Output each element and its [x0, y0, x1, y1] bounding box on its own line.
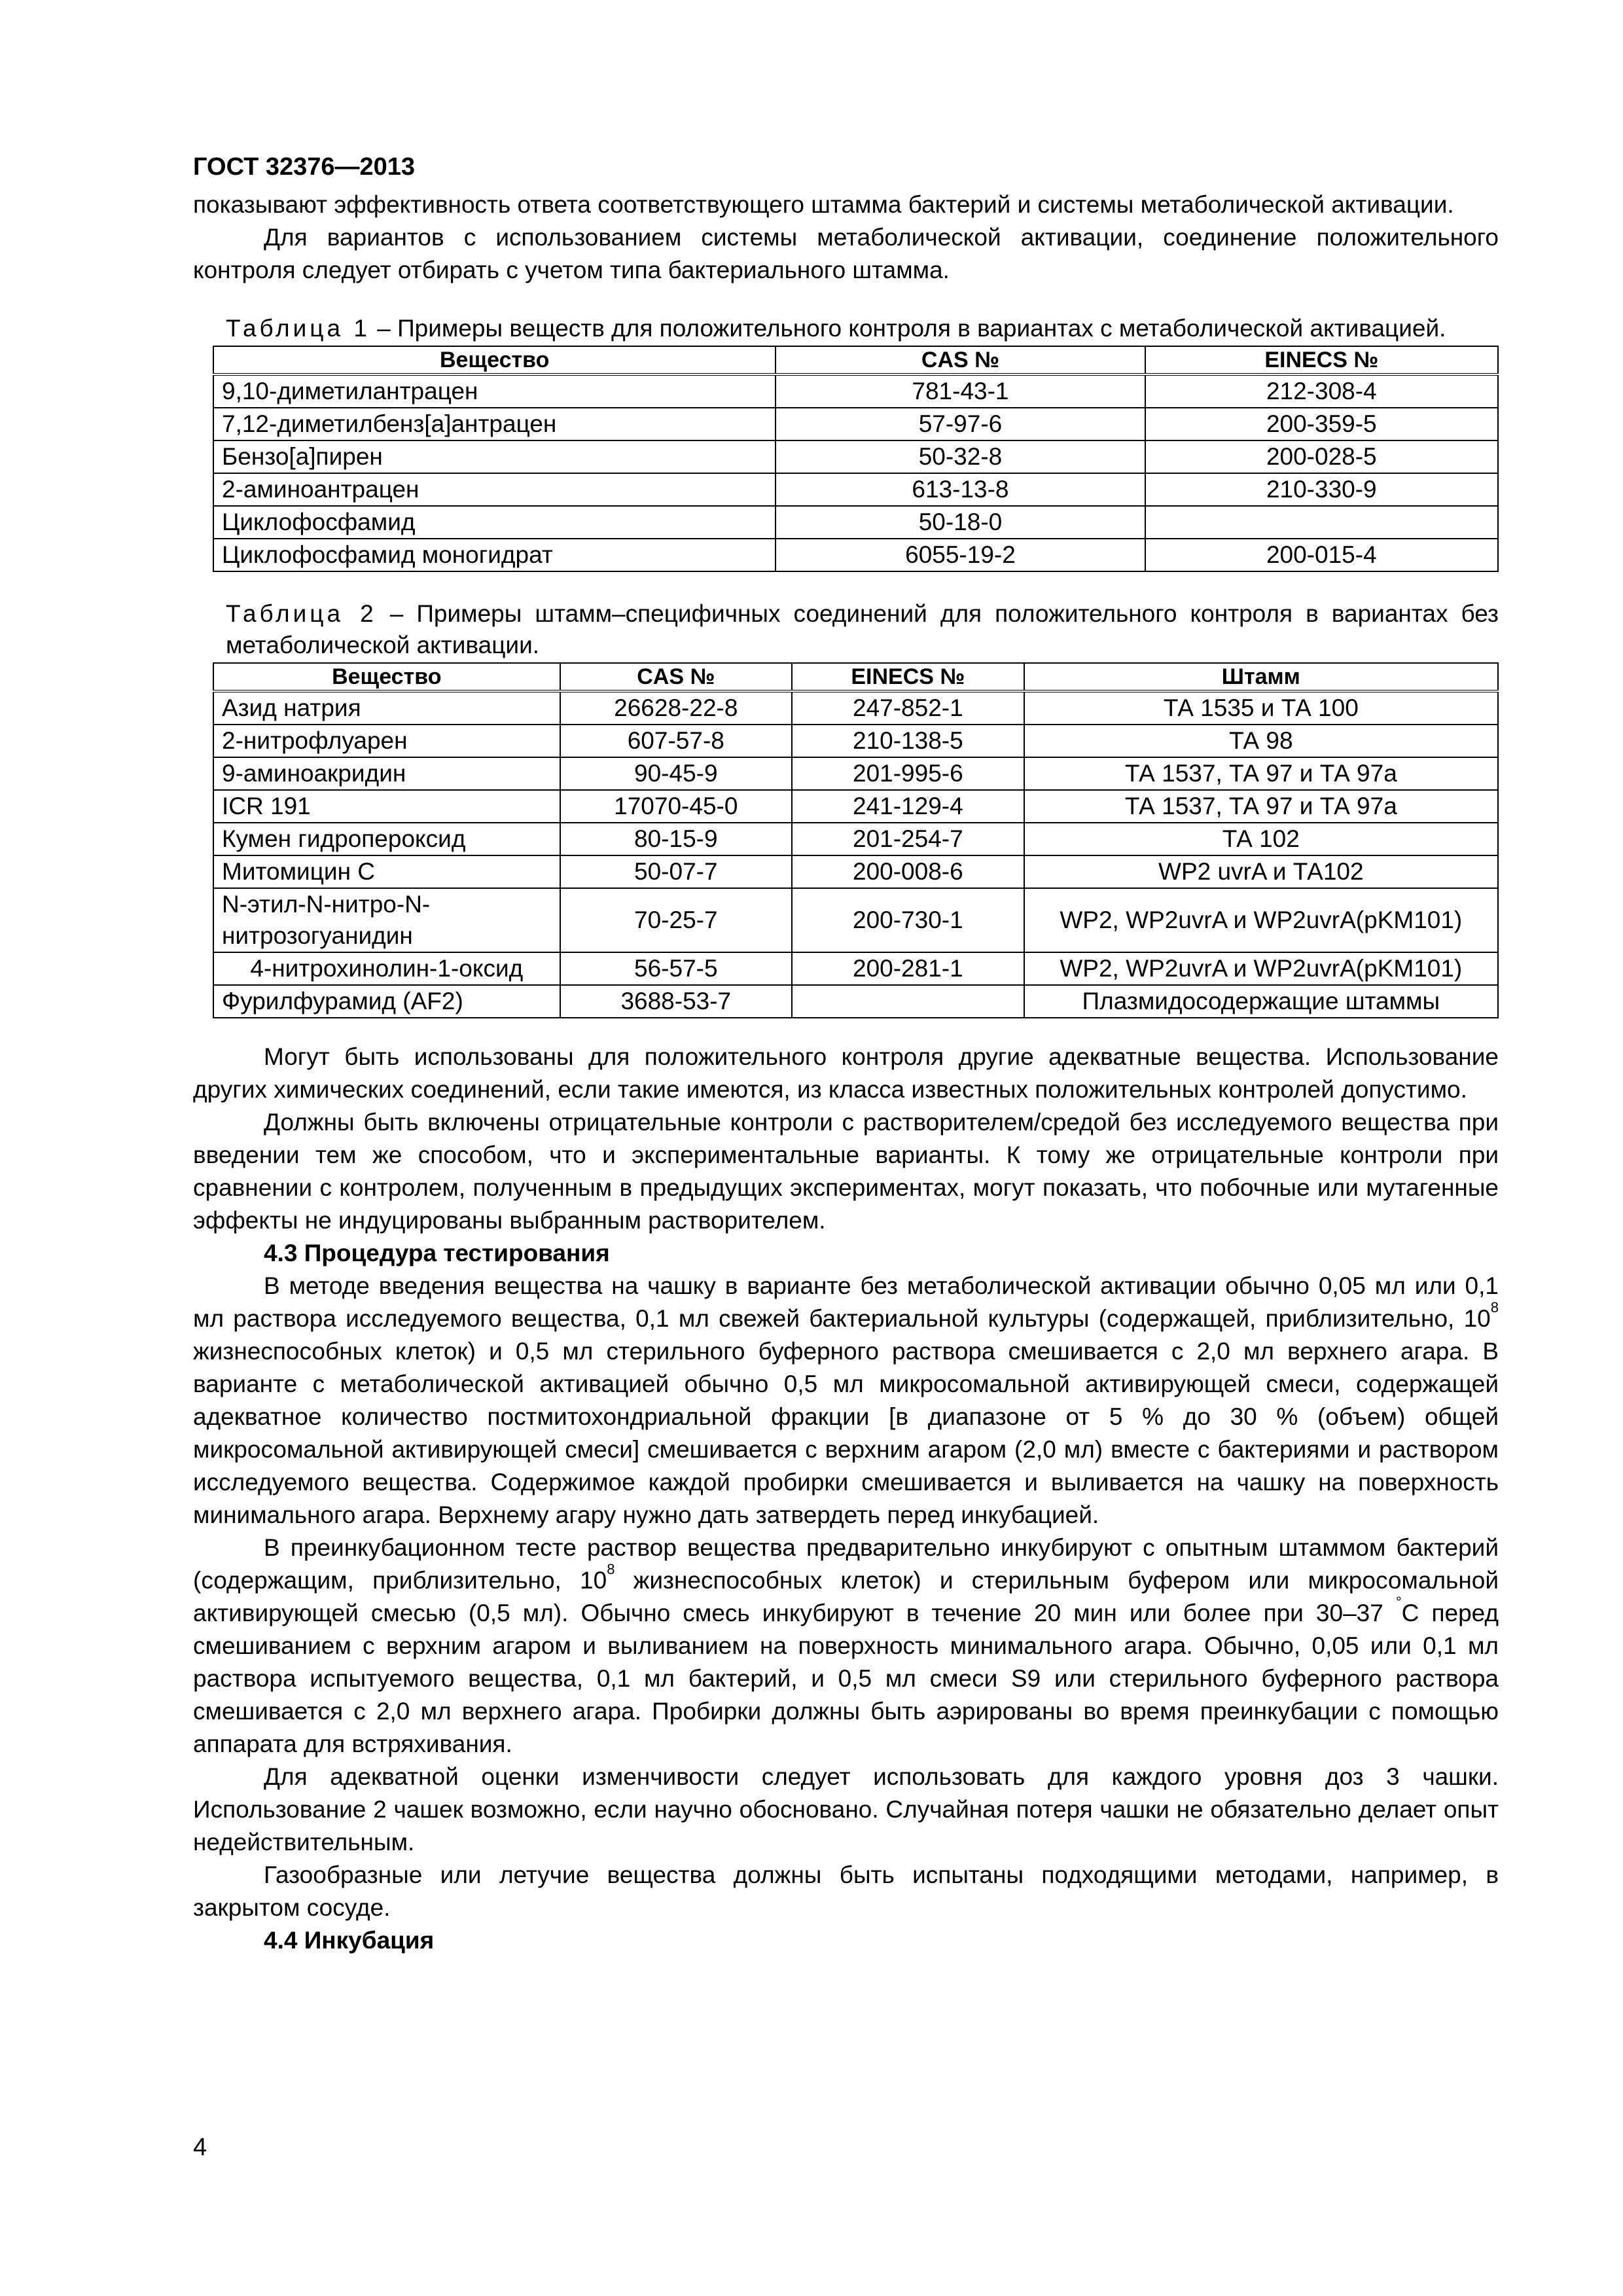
- table-cell: 17070-45-0: [560, 790, 793, 823]
- table-cell: 6055-19-2: [776, 539, 1145, 571]
- table-cell: 200-015-4: [1145, 539, 1498, 571]
- table-cell: 50-07-7: [560, 855, 793, 888]
- table-cell: ТА 1537, ТА 97 и ТА 97a: [1024, 790, 1498, 823]
- table-cell: 613-13-8: [776, 473, 1145, 506]
- table-cell: 26628-22-8: [560, 691, 793, 725]
- table-row: [213, 539, 1498, 571]
- table-row: [213, 374, 1498, 408]
- document-header: ГОСТ 32376—2013: [193, 153, 416, 181]
- table-2-header-cell: Вещество: [213, 663, 560, 691]
- table-cell: [1145, 506, 1498, 539]
- table-row: [213, 985, 1498, 1018]
- table-cell: 781-43-1: [776, 374, 1145, 408]
- table-row: [213, 790, 1498, 823]
- table-cell: ТА 98: [1024, 725, 1498, 757]
- paragraph-7: Для адекватной оценки изменчивости следует использовать для каждого уровня доз 3 чашки. Использование 2 чашек возможно, если научно обосновано. Случайная потеря чашки не обязательно делает опыт недействительным.: [193, 1763, 1499, 1856]
- paragraph-8: Газообразные или летучие вещества должны быть испытаны подходящими методами, например, в закрытом сосуде.: [193, 1861, 1499, 1921]
- table-cell: 4-нитрохинолин-1-оксид: [213, 952, 560, 985]
- table-row: [213, 473, 1498, 506]
- table-1-header-cell: CAS №: [776, 346, 1145, 374]
- table-cell: Циклофосфамид моногидрат: [213, 539, 776, 571]
- paragraph-6: [193, 1532, 1499, 1761]
- exponent: 8: [1490, 1299, 1499, 1316]
- spacer: [193, 1018, 1499, 1041]
- table-cell: 57-97-6: [776, 408, 1145, 440]
- table-cell: 7,12-диметилбенз[a]антрацен: [213, 408, 776, 440]
- table-cell: Азид натрия: [213, 691, 560, 725]
- table-cell: 9-аминоакридин: [213, 757, 560, 790]
- table-cell: ТА 1537, ТА 97 и ТА 97a: [1024, 757, 1498, 790]
- section-heading-4-4: 4.4 Инкубация: [264, 1927, 435, 1954]
- table-cell: WP2, WP2uvrA и WP2uvrA(pKM101): [1024, 888, 1498, 952]
- paragraph-6-part-b: жизнеспособных клеток) и стерильным буфером или микросомальной активирующей смесью (0,5 мл). Обычно смесь инкубируют в течение 20 мин или более при 30–37: [193, 1567, 1499, 1626]
- table-cell: 200-008-6: [792, 855, 1024, 888]
- table-cell: 212-308-4: [1145, 374, 1498, 408]
- table-cell: 3688-53-7: [560, 985, 793, 1018]
- table-2-header-row: [213, 663, 1498, 691]
- table-cell: 247-852-1: [792, 691, 1024, 725]
- table-2-caption: [226, 598, 1499, 661]
- table-cell: ТА 1535 и ТА 100: [1024, 691, 1498, 725]
- table-2: [213, 662, 1499, 1018]
- table-cell: 200-281-1: [792, 952, 1024, 985]
- table-cell: 50-18-0: [776, 506, 1145, 539]
- table-cell: Кумен гидропероксид: [213, 823, 560, 855]
- paragraph-1: показывают эффективность ответа соответствующего штамма бактерий и системы метаболической активации.: [193, 191, 1454, 218]
- table-1-header-row: [213, 346, 1498, 374]
- table-cell: 201-254-7: [792, 823, 1024, 855]
- table-cell: 50-32-8: [776, 440, 1145, 473]
- table-2-caption-text: – Примеры штамм–специфичных соединений для положительного контроля в вариантах без метаболической активации.: [226, 600, 1499, 658]
- table-row: [213, 691, 1498, 725]
- table-cell: 56-57-5: [560, 952, 793, 985]
- table-cell: 90-45-9: [560, 757, 793, 790]
- paragraph-3: Могут быть использованы для положительного контроля другие адекватные вещества. Использование других химических соединений, если такие имеются, из класса известных положительных контролей допустимо.: [193, 1043, 1499, 1103]
- table-2-label: Таблица 2: [226, 600, 377, 627]
- table-1-header-cell: EINECS №: [1145, 346, 1498, 374]
- degree-sign: °: [1395, 1594, 1402, 1610]
- table-cell: 210-330-9: [1145, 473, 1498, 506]
- table-cell: 607-57-8: [560, 725, 793, 757]
- table-cell: N-этил-N-нитро-N-нитрозогуанидин: [213, 888, 560, 952]
- table-cell: 201-995-6: [792, 757, 1024, 790]
- table-cell: [792, 985, 1024, 1018]
- table-cell: 200-028-5: [1145, 440, 1498, 473]
- table-cell: Циклофосфамид: [213, 506, 776, 539]
- exponent: 8: [607, 1561, 615, 1577]
- paragraph-5-part-a: В методе введения вещества на чашку в варианте без метаболической активации обычно 0,05 мл или 0,1 мл раствора исследуемого вещества, 0,1 мл свежей бактериальной культуры (содержащей, приблизительно, 10: [193, 1272, 1499, 1332]
- table-cell: 241-129-4: [792, 790, 1024, 823]
- table-cell: 200-730-1: [792, 888, 1024, 952]
- table-row: [213, 506, 1498, 539]
- table-row: [213, 823, 1498, 855]
- table-row: [213, 440, 1498, 473]
- table-cell: 210-138-5: [792, 725, 1024, 757]
- page-number: 4: [193, 2134, 207, 2161]
- table-1-caption: [226, 313, 1499, 344]
- table-cell: 2-нитрофлуарен: [213, 725, 560, 757]
- table-cell: Бензо[а]пирен: [213, 440, 776, 473]
- paragraph-6-part-c: С перед смешиванием с верхним агаром и выливанием на поверхность минимального агара. Обычно, 0,05 или 0,1 мл раствора испытуемого вещества, 0,1 мл бактерий, и 0,5 мл смеси S9 или стерильного буферного раствора смешивается с 2,0 мл верхнего агара. Пробирки должны быть аэрированы во время преинкубации с помощью аппарата для встряхивания.: [193, 1600, 1499, 1757]
- table-row: [213, 952, 1498, 985]
- table-row: [213, 855, 1498, 888]
- paragraph-5-part-b: жизнеспособных клеток) и 0,5 мл стерильного буферного раствора смешивается с 2,0 мл верхнего агара. В варианте с метаболической активацией обычно 0,5 мл микросомальной активирующей смеси, содержащей адекватное количество постмитохондриальной фракции [в диапазоне от 5 % до 30 % (объем) общей микросомальной активирующей смеси] смешивается с верхним агаром (2,0 мл) вместе с бактериями и раствором исследуемого вещества. Содержимое каждой пробирки смешивается и выливается на чашку на поверхность минимального агара. Верхнему агару нужно дать затвердеть перед инкубацией.: [193, 1338, 1499, 1528]
- table-1-header-cell: Вещество: [213, 346, 776, 374]
- table-row: [213, 725, 1498, 757]
- paragraph-2: Для вариантов с использованием системы метаболической активации, соединение положительного контроля следует отбирать с учетом типа бактериального штамма.: [193, 224, 1499, 283]
- table-cell: WP2 uvrA и ТА102: [1024, 855, 1498, 888]
- table-1: [213, 346, 1499, 572]
- table-cell: ТА 102: [1024, 823, 1498, 855]
- table-1-caption-text: – Примеры веществ для положительного контроля в вариантах с метаболической активацией.: [370, 315, 1446, 342]
- table-cell: Фурилфурамид (AF2): [213, 985, 560, 1018]
- table-2-header-cell: EINECS №: [792, 663, 1024, 691]
- section-heading-4-3: 4.3 Процедура тестирования: [264, 1240, 610, 1266]
- table-row: [213, 408, 1498, 440]
- table-2-header-cell: CAS №: [560, 663, 793, 691]
- paragraph-5: [193, 1270, 1499, 1532]
- table-row: [213, 888, 1498, 952]
- table-cell: 9,10-диметилантрацен: [213, 374, 776, 408]
- table-cell: WP2, WP2uvrA и WP2uvrA(pKM101): [1024, 952, 1498, 985]
- table-cell: 70-25-7: [560, 888, 793, 952]
- table-1-label: Таблица 1: [226, 315, 370, 342]
- table-cell: ICR 191: [213, 790, 560, 823]
- paragraph-4: Должны быть включены отрицательные контроли с растворителем/средой без исследуемого вещества при введении тем же способом, что и экспериментальные варианты. К тому же отрицательные контроли при сравнении с контролем, полученным в предыдущих экспериментах, могут показать, что побочные или мутагенные эффекты не индуцированы выбранным растворителем.: [193, 1109, 1499, 1234]
- document-page: [193, 151, 1499, 1957]
- table-cell: 80-15-9: [560, 823, 793, 855]
- table-row: [213, 757, 1498, 790]
- table-2-header-cell: Штамм: [1024, 663, 1498, 691]
- paragraph-6-part-a: В преинкубационном тесте раствор вещества предварительно инкубируют с опытным штаммом бактерий (содержащим, приблизительно, 10: [193, 1534, 1499, 1594]
- table-cell: 200-359-5: [1145, 408, 1498, 440]
- table-cell: Плазмидосодержащие штаммы: [1024, 985, 1498, 1018]
- table-cell: Митомицин С: [213, 855, 560, 888]
- table-cell: 2-аминоантрацен: [213, 473, 776, 506]
